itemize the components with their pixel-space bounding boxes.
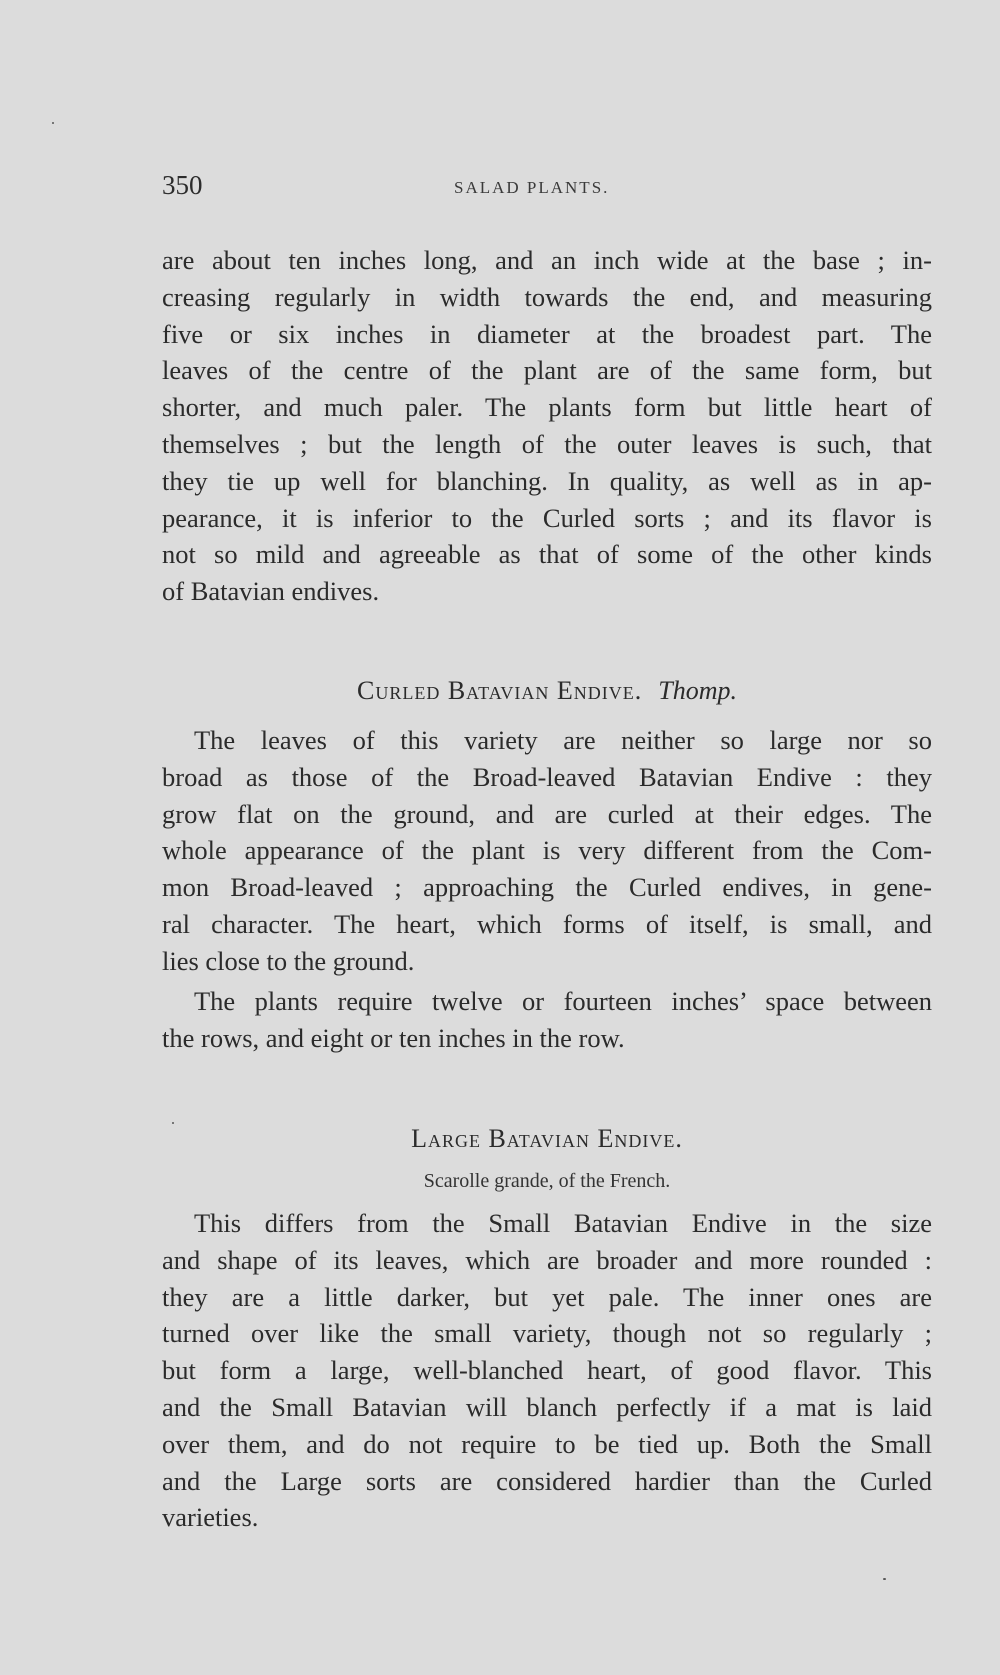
text-line: shorter, and much paler. The plants form but little heart of <box>162 392 932 423</box>
intro-paragraph <box>162 242 932 610</box>
text-line: grow flat on the ground, and are curled at their edges. The <box>162 798 932 829</box>
text-line: whole appearance of the plant is very different from the Com- <box>162 835 932 866</box>
text-line: they tie up well for blanching. In quality, as well as in ap- <box>162 465 932 496</box>
text-line: the rows, and eight or ten inches in the row. <box>162 1022 625 1053</box>
scan-speck <box>883 1578 886 1580</box>
heading-title: Large Batavian Endive. <box>411 1124 683 1153</box>
text-line: The leaves of this variety are neither so large nor so <box>194 725 932 755</box>
running-header <box>162 170 932 204</box>
curled-paragraph-2 <box>162 983 932 1057</box>
text-line: ral character. The heart, which forms of itself, is small, and <box>162 908 932 939</box>
text-line: not so mild and agreeable as that of some of the other kinds <box>162 539 932 570</box>
scan-speck <box>52 122 54 124</box>
text-line: and the Large sorts are considered hardier than the Curled <box>162 1465 932 1496</box>
text-line: broad as those of the Broad-leaved Batavian Endive : they <box>162 761 932 792</box>
text-line: themselves ; but the length of the outer leaves is such, that <box>162 428 932 459</box>
section-heading-curled-batavian <box>162 676 932 706</box>
text-line: leaves of the centre of the plant are of the same form, but <box>162 355 932 386</box>
text-line: The plants require twelve or fourteen inches’ space between <box>194 986 932 1016</box>
text-line: varieties. <box>162 1502 259 1533</box>
text-line: they are a little darker, but yet pale. The inner ones are <box>162 1281 932 1312</box>
text-line: but form a large, well-blanched heart, of good flavor. This <box>162 1355 932 1386</box>
text-line: and the Small Batavian will blanch perfectly if a mat is laid <box>162 1391 932 1422</box>
curled-paragraph-1 <box>162 722 932 980</box>
scan-speck <box>172 1122 174 1124</box>
text-line: over them, and do not require to be tied up. Both the Small <box>162 1428 932 1459</box>
large-paragraph-1 <box>162 1205 932 1536</box>
text-line: turned over like the small variety, though not so regularly ; <box>162 1318 932 1349</box>
text-line: and shape of its leaves, which are broader and more rounded : <box>162 1244 932 1275</box>
book-page <box>162 0 932 1675</box>
text-line: lies close to the ground. <box>162 945 415 976</box>
text-line: This differs from the Small Batavian Endive in the size <box>194 1208 932 1238</box>
heading-title: Curled Batavian Endive. <box>356 676 643 705</box>
text-line: creasing regularly in width towards the end, and measuring <box>162 281 932 312</box>
text-line: of Batavian endives. <box>162 576 380 607</box>
text-line: mon Broad-leaved ; approaching the Curled endives, in gene- <box>162 872 932 903</box>
text-line: are about ten inches long, and an inch wide at the base ; in- <box>162 245 932 275</box>
page-number: 350 <box>162 170 203 200</box>
running-title: SALAD PLANTS. <box>454 178 610 197</box>
text-line: five or six inches in diameter at the broadest part. The <box>162 318 932 349</box>
text-line: pearance, it is inferior to the Curled sorts ; and its flavor is <box>162 502 932 533</box>
section-heading-large-batavian <box>162 1124 932 1154</box>
heading-author: Thomp. <box>658 676 738 705</box>
section-subheading: Scarolle grande, of the French. <box>423 1170 671 1192</box>
